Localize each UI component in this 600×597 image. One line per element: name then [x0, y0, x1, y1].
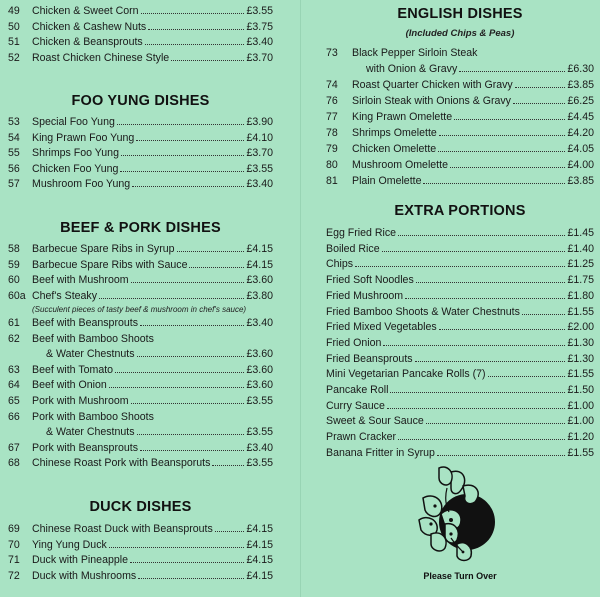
menu-item: Boiled Rice £1.40 — [326, 242, 594, 255]
menu-item: 51 Chicken & Beansprouts £3.40 — [8, 36, 273, 49]
menu-item: 63 Beef with Tomato £3.60 — [8, 363, 273, 376]
extra-portions-heading: EXTRA PORTIONS — [394, 203, 526, 219]
menu-item: 79 Chicken Omelette £4.05 — [326, 143, 594, 155]
menu-item: 73 Black Pepper Sirloin Steak — [326, 47, 478, 59]
menu-item: Fried Bamboo Shoots & Water Chestnuts £1.55 — [326, 305, 594, 318]
menu-item: Egg Fried Rice £1.45 — [326, 227, 594, 239]
beef-pork-heading: BEEF & PORK DISHES — [60, 220, 221, 236]
menu-item: Fried Beansprouts £1.30 — [326, 352, 594, 365]
menu-item: Banana Fritter in Syrup £1.55 — [326, 446, 594, 459]
menu-item: 72 Duck with Mushrooms £4.15 — [8, 569, 273, 582]
foo-yung-heading: FOO YUNG DISHES — [71, 93, 210, 109]
menu-item: 78 Shrimps Omelette £4.20 — [326, 127, 594, 139]
menu-item: Fried Mixed Vegetables £2.00 — [326, 321, 594, 334]
english-heading: ENGLISH DISHES — [397, 6, 523, 22]
menu-item: 74 Roast Quarter Chicken with Gravy £3.85 — [326, 79, 594, 91]
menu-item: 54 King Prawn Foo Yung £4.10 — [8, 131, 273, 144]
menu-item: Pancake Roll £1.50 — [326, 384, 594, 396]
left-column — [8, 0, 273, 597]
menu-item: 68 Chinese Roast Pork with Beansporuts £3.55 — [8, 457, 273, 470]
menu-item: & Water Chestnuts £3.55 — [46, 426, 273, 439]
menu-item: Curry Sauce £1.00 — [326, 399, 594, 412]
menu-item: 64 Beef with Onion £3.60 — [8, 379, 273, 392]
menu-item: 60 Beef with Mushroom £3.60 — [8, 274, 273, 287]
menu-item: Chips £1.25 — [326, 258, 594, 271]
menu-item: 59 Barbecue Spare Ribs with Sauce £4.15 — [8, 258, 273, 271]
please-turn-over: Please Turn Over — [423, 571, 497, 581]
flower-logo-icon — [411, 462, 501, 568]
menu-item: 77 King Prawn Omelette £4.45 — [326, 111, 594, 123]
menu-item: Sweet & Sour Sauce £1.00 — [326, 415, 594, 428]
page-fold — [300, 0, 301, 597]
menu-item: 60a Chef's Steaky £3.80 — [8, 289, 273, 302]
menu-item: 49 Chicken & Sweet Corn £3.55 — [8, 5, 273, 17]
menu-item: 76 Sirloin Steak with Onions & Gravy £6.25 — [326, 95, 594, 107]
duck-heading: DUCK DISHES — [89, 499, 192, 515]
menu-item: 56 Chicken Foo Yung £3.55 — [8, 162, 273, 175]
menu-item: Fried Soft Noodles £1.75 — [326, 274, 594, 287]
menu-item: 52 Roast Chicken Chinese Style £3.70 — [8, 51, 273, 64]
menu-item: 69 Chinese Roast Duck with Beansprouts £4.15 — [8, 523, 273, 535]
menu-item: 67 Pork with Beansprouts £3.40 — [8, 441, 273, 454]
chefs-steaky-note: (Succulent pieces of tasty beef & mushroom in chef's sauce) — [32, 304, 247, 314]
menu-item: Fried Onion £1.30 — [326, 336, 594, 349]
menu-item: 50 Chicken & Cashew Nuts £3.75 — [8, 20, 273, 33]
menu-item: 70 Ying Yung Duck £4.15 — [8, 538, 273, 551]
menu-item: 71 Duck with Pineapple £4.15 — [8, 554, 273, 567]
menu-item: Mini Vegetarian Pancake Rolls (7) £1.55 — [326, 368, 594, 381]
menu-item: 53 Special Foo Yung £3.90 — [8, 116, 273, 128]
menu-item: 58 Barbecue Spare Ribs in Syrup £4.15 — [8, 243, 273, 255]
menu-item: 57 Mushroom Foo Yung £3.40 — [8, 178, 273, 191]
menu-item: 81 Plain Omelette £3.85 — [326, 175, 594, 187]
menu-item: Prawn Cracker £1.20 — [326, 431, 594, 444]
menu-item: & Water Chestnuts £3.60 — [46, 348, 273, 361]
menu-item: 61 Beef with Beansprouts £3.40 — [8, 317, 273, 329]
menu-item: 80 Mushroom Omelette £4.00 — [326, 159, 594, 171]
menu-item: 65 Pork with Mushroom £3.55 — [8, 395, 273, 407]
menu-item: with Onion & Gravy £6.30 — [366, 63, 594, 75]
menu-item: 62 Beef with Bamboo Shoots — [8, 332, 154, 345]
menu-item: Fried Mushroom £1.80 — [326, 289, 594, 302]
menu-item: 66 Pork with Bamboo Shoots — [8, 410, 154, 423]
english-subheading: (Included Chips & Peas) — [405, 28, 515, 39]
menu-item: 55 Shrimps Foo Yung £3.70 — [8, 147, 273, 160]
